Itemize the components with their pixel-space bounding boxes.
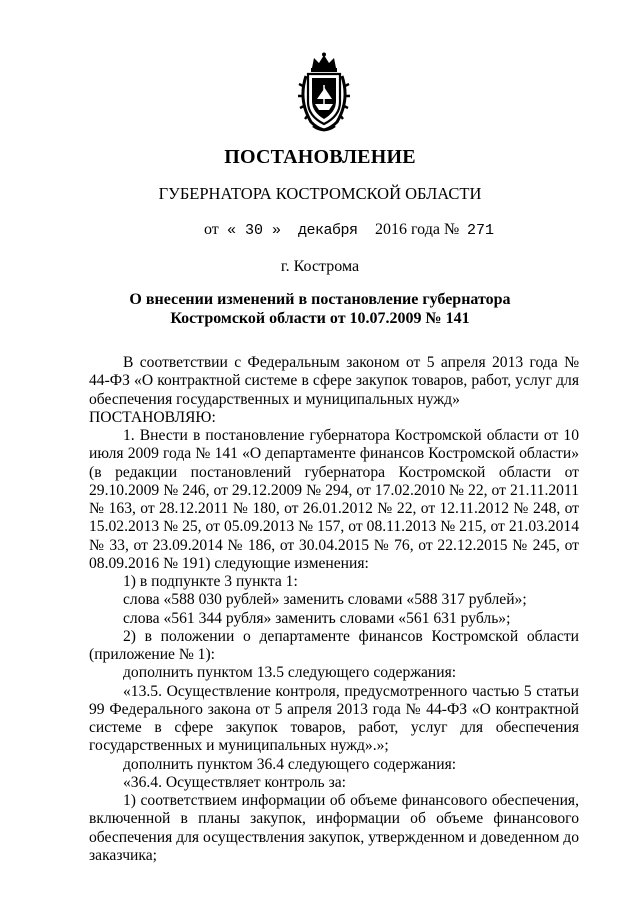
preamble-paragraph: В соответствии с Федеральным законом от 5 апреля 2013 года № 44-ФЗ «О контрактной системе в сфере закупок товаров, работ, услуг для обеспечения государственных и муниципальных нужд» [89, 354, 579, 408]
date-from-label: от [204, 221, 219, 238]
subitem-1a-paragraph: слова «588 030 рублей» заменить словами «588 317 рублей»; [123, 591, 527, 609]
subitem-1b-paragraph: слова «561 344 рубля» заменить словами «561 631 рубль»; [123, 609, 511, 627]
coat-of-arms-emblem [295, 52, 353, 134]
date-year-label: 2016 года № [375, 221, 460, 238]
subject-line-1: О внесении изменений в постановление губернатора [129, 291, 511, 308]
document-subject [0, 290, 640, 328]
add-36-4-intro-paragraph: дополнить пунктом 36.4 следующего содержания: [123, 755, 457, 773]
add-36-4-head-paragraph: «36.4. Осуществляет контроль за: [123, 773, 346, 791]
document-number: 271 [467, 222, 495, 239]
item-1-paragraph: 1. Внести в постановление губернатора Костромской области от 10 июля 2009 года № 141 «О департаменте финансов Костромской области» (в редакции постановлений губернатора Костромской области от 29.10.2009 № 246, от 29.12.2009 № 294, от 17.02.2010 № 22, от 21.11.2011 № 163, от 28.12.2011 № 180, от 26.01.2012 № 22, от 12.11.2012 № 248, от 15.02.2013 № 25, от 05.09.2013 № 157, от 08.11.2013 № 215, от 21.03.2014 № 33, от 23.09.2014 № 186, от 30.04.2015 № 76, от 22.12.2015 № 245, от 08.09.2016 № 191) следующие изменения: [89, 427, 579, 572]
add-13-5-text-paragraph: «13.5. Осуществление контроля, предусмотренного частью 5 статьи 99 Федерального закона от 5 апреля 2013 года № 44-ФЗ «О контрактной системе в сфере закупок товаров, работ, услуг для обеспечения государственных и муниципальных нужд».»; [89, 682, 579, 755]
resolve-heading: ПОСТАНОВЛЯЮ: [89, 408, 216, 426]
add-36-4-item-1-paragraph: 1) соответствием информации об объеме финансового обеспечения, включенной в планы закупок, информации об объеме финансового обеспечения для осуществления закупок, утвержденном и доведенном до заказчика; [89, 792, 579, 864]
subitem-2-paragraph: 2) в положении о департаменте финансов Костромской области (приложение № 1): [89, 627, 579, 663]
date-day: « 30 » [227, 222, 282, 239]
add-13-5-intro-paragraph: дополнить пунктом 13.5 следующего содержания: [123, 664, 457, 682]
document-body [89, 354, 579, 865]
subject-line-2: Костромской области от 10.07.2009 № 141 [170, 310, 470, 327]
date-line [0, 221, 640, 243]
document-type-title: ПОСТАНОВЛЕНИЕ [224, 146, 416, 168]
subitem-1-paragraph: 1) в подпункте 3 пункта 1: [123, 573, 298, 590]
issuing-authority: ГУБЕРНАТОРА КОСТРОМСКОЙ ОБЛАСТИ [158, 184, 482, 203]
city-name: г. Кострома [280, 258, 360, 275]
date-month: декабря [298, 222, 358, 239]
